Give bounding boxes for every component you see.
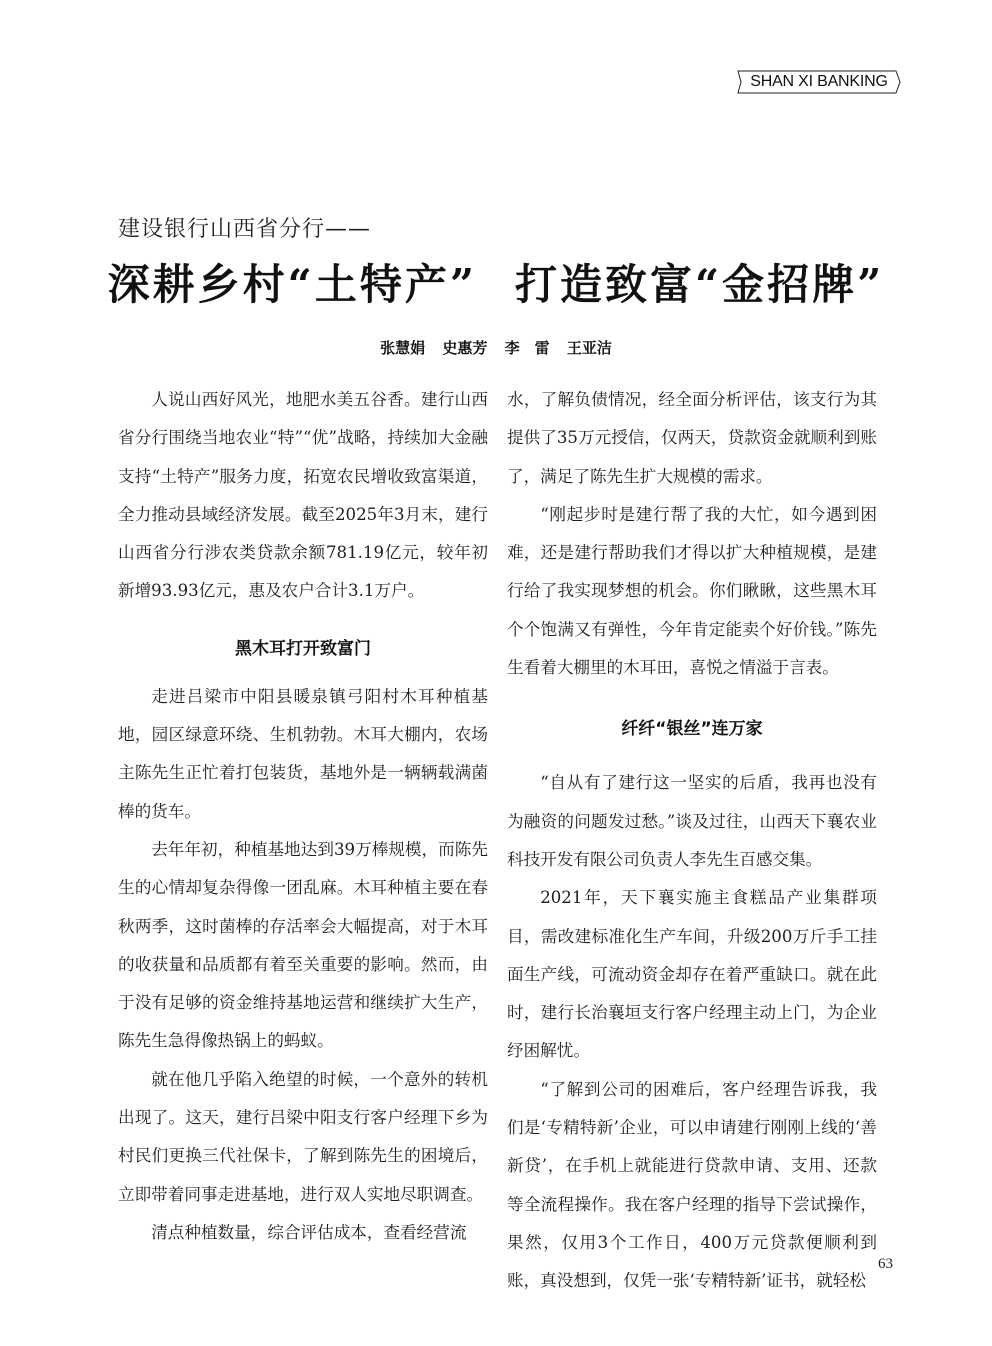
paragraph: 2021年，天下襄实施主食糕品产业集群项目，需改建标准化生产车间，升级200万斤手工挂面生产线，可流动资金却存在着严重缺口。就在此时，建行长治襄垣支行客户经理主动上门，为企业纾困解忧。 xyxy=(507,888,877,1061)
article-title xyxy=(0,252,992,312)
author: 李 雷 xyxy=(504,339,550,357)
journal-badge xyxy=(737,70,901,94)
article-kicker: 建设银行山西省分行—— xyxy=(118,217,372,242)
author: 王亚洁 xyxy=(566,339,612,357)
paragraph: “刚起步时是建行帮了我的大忙，如今遇到困难，还是建行帮助我们才得以扩大种植规模，是建行给了我实现梦想的机会。你们瞅瞅，这些黑木耳个个饱满又有弹性，今年肯定能卖个好价钱。”陈先生看着大棚里的木耳田，喜悦之情溢于言表。 xyxy=(507,504,877,678)
paragraph: 走进吕梁市中阳县暖泉镇弓阳村木耳种植基地，园区绿意环绕、生机勃勃。木耳大棚内，农场主陈先生正忙着打包装货，基地外是一辆辆载满菌棒的货车。 xyxy=(118,686,488,821)
title-part-2: 打造致富“金招牌” xyxy=(515,260,885,309)
title-part-1: 深耕乡村“土特产” xyxy=(107,260,477,309)
paragraph: “自从有了建行这一坚实的后盾，我再也没有为融资的问题发过愁。”谈及过往，山西天下襄农业科技开发有限公司负责人李先生百感交集。 xyxy=(507,773,877,869)
paragraph: 去年年初，种植基地达到39万棒规模，而陈先生的心情却复杂得像一团乱麻。木耳种植主要在春秋两季，这时菌棒的存活率会大幅提高，对于木耳的收获量和品质都有着至关重要的影响。然而，由于没有足够的资金维持基地运营和继续扩大生产，陈先生急得像热锅上的蚂蚁。 xyxy=(118,839,488,1051)
section-heading: 黑木耳打开致富门 xyxy=(235,638,371,659)
right-column xyxy=(507,381,877,1301)
paragraph: 水，了解负债情况，经全面分析评估，该支行为其提供了35万元授信，仅两天，贷款资金就顺利到账了，满足了陈先生扩大规模的需求。 xyxy=(507,390,877,486)
page-number: 63 xyxy=(878,1256,893,1272)
paragraph: 清点种植数量，综合评估成本，查看经营流 xyxy=(151,1222,467,1242)
paragraph: 就在他几乎陷入绝望的时候，一个意外的转机出现了。这天，建行吕梁中阳支行客户经理下乡为村民们更换三代社保卡，了解到陈先生的困境后，立即带着同事走进基地，进行双人实地尽职调查。 xyxy=(118,1069,488,1204)
section-heading: 纤纤“银丝”连万家 xyxy=(621,719,763,740)
left-column xyxy=(118,381,488,1252)
journal-name: SHAN XI BANKING xyxy=(750,73,888,90)
paragraph: “了解到公司的困难后，客户经理告诉我，我们是‘专精特新’企业，可以申请建行刚刚上线的‘善新贷’，在手机上就能进行贷款申请、支用、还款等全流程操作。我在客户经理的指导下尝试操作，果然，仅用3个工作日，400万元贷款便顺利到账，真没想到，仅凭一张‘专精特新’证书，就轻松 xyxy=(507,1079,877,1291)
author: 张慧娟 xyxy=(380,339,426,357)
paragraph: 人说山西好风光，地肥水美五谷香。建行山西省分行围绕当地农业“特”“优”战略，持续加大金融支持“土特产”服务力度，拓宽农民增收致富渠道，全力推动县域经济发展。截至2025年3月末，建行山西省分行涉农类贷款余额781.19亿元，较年初新增93.93亿元，惠及农户合计3.1万户。 xyxy=(118,390,488,601)
author: 史惠芳 xyxy=(442,339,488,357)
author-list xyxy=(0,337,992,358)
